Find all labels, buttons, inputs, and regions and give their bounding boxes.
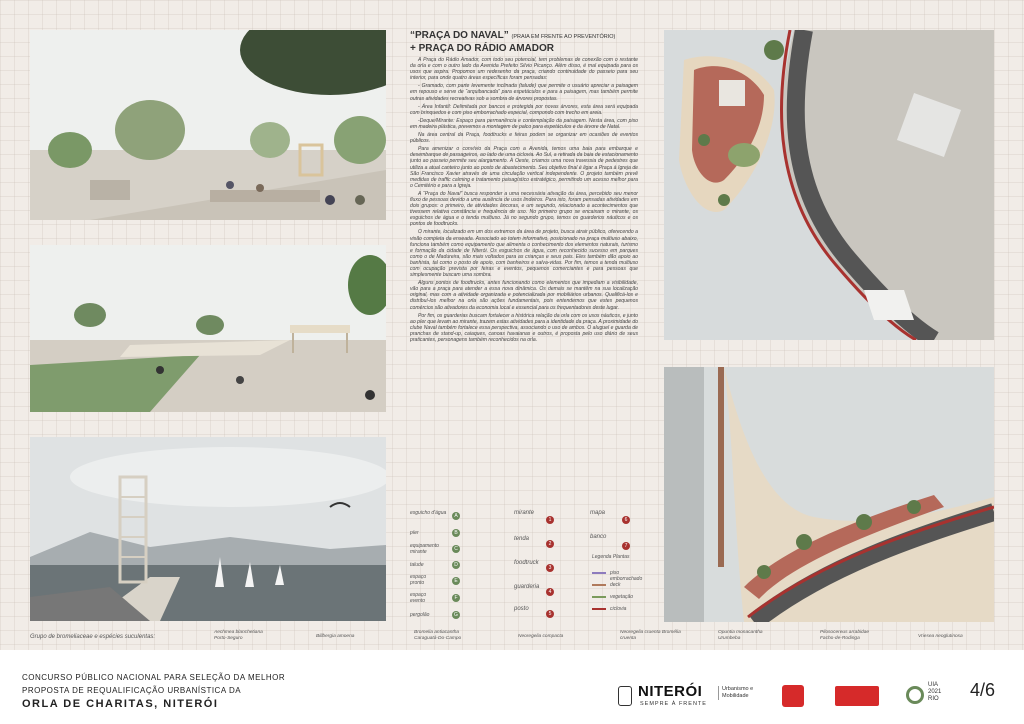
legend-item: mirante (514, 510, 535, 516)
iab-100-logo-icon (835, 686, 879, 706)
plant-item: Vriesea neoglutinosa (918, 634, 963, 639)
plant-item: Aechmea blanchetiana Porto-Seguro (214, 630, 263, 641)
legend (410, 508, 643, 626)
legend-marker: D (452, 561, 460, 569)
niteroi-brand: NITERÓI (638, 683, 703, 700)
niteroi-department: Urbanismo e Mobilidade (718, 686, 758, 700)
legend-item: equipamento mirante (410, 543, 439, 555)
title-line2: + PRAÇA DO RÁDIO AMADOR (410, 43, 554, 54)
legend-plantas-heading: Legenda Plantas (592, 554, 630, 560)
legend-item: deck (610, 582, 621, 588)
uia-text: UIA 2021 RIO (928, 682, 942, 702)
paragraph: Alguns pontos de foodtrucks, antes funcionando como elementos que impediam a visibilidade, vão para a praça para atender a essa nova dinâmica. Os demais se mantêm na sua localização original, mas com a atividade organizada e potencializada por mobiliários urbanos. Qualificá-los e distribuí-los melhor na orla são ações fundamentais, pois entendemos que estes pequenos comércios são ativadores da economia local e essencial para os frequentadores deste lugar. (410, 280, 638, 311)
legend-item: foodtruck (514, 560, 539, 566)
legend-marker: 2 (546, 540, 554, 548)
plant-item: Neoregelia cruenta Bromélia cruenta (620, 630, 681, 641)
uia-logo-icon (906, 686, 924, 704)
legend-marker: E (452, 577, 460, 585)
legend-item: guarderia (514, 584, 540, 590)
legend-item: talude (410, 562, 424, 568)
paragraph: Para amenizar o convívio da Praça com a Avenida, temos uma baia para embarque e desembarque de passageiros, ao lado de uma ciclovia. Ao Sul, a retirada da baia de estacionamento junto ao passeio permite seu alargamento. À Oeste, criamos uma nova travessia de pedestres que utiliza a atual canteiro junto ao posto de abastecimento. Seu objetivo final é ligar a Praça à Igreja de São Francisco Xavier através de uma circulação vertical independente. O projeto também prevê medidas de traffic calming e tratamento paisagístico estratégico, permitindo um acesso melhor para o Cemitério e para a Igreja. (410, 146, 638, 189)
paragraph: A “Praça do Naval” busca responder a uma necessária ativação da área, percebido seu menor fluxo de pessoas devido a uma ausência de usos lindeiros. Para isto, foram pensadas atividades em dois grupos: o primeiro, de atividades âncoras, e um segundo, relacionado a acontecimentos que tivessem relativa constância e frequência de uso. No primeiro grupo se encaixam o mirante, os esguichos de água e o tenda multiuso. Já no segundo grupo, temos os guarderios náuticos e os pontos de foodtrucks. (410, 190, 638, 228)
legend-item: ciclovia (610, 606, 627, 612)
site-plan-praca-radio-amador (664, 30, 994, 340)
legend-marker: 1 (546, 516, 554, 524)
plant-item: Bromelia antiacantha Caraguatá-Do-Campo (414, 630, 462, 641)
legend-item: tenda (514, 536, 530, 542)
swatch-ciclovia (592, 608, 606, 610)
paragraph: O mirante, localizado em um dos extremos da área de projeto, busca atrair público, oferecendo a visão completa da enseada. Associado ao totem informativo, posicionado na praça multiuso abaixo, funciona também como equipamento que alimenta o conhecimento dos elementos naturais, turismo e formação da cidade de Niterói. Os esguichos de água, com reconhecido sucesso em parques como o de Madureira, são mais voltados para as crianças e seus pais. Eles também dão apoio ao banhista, tal como o posto de apoio, com banheiros e salva-vidas. Por fim, temos a tenda multiuso com ocupação prevista por feiras e eventos, pequenos comerciantes e para pessoas que simplesmente buscam uma sombra. (410, 229, 638, 279)
legend-marker: 4 (546, 588, 554, 596)
title-sub: (PRAIA EM FRENTE AO PREVENTÓRIO) (511, 34, 616, 40)
swatch-deck (592, 584, 606, 586)
legend-item: vegetação (610, 594, 634, 600)
page-number: 4/6 (970, 680, 996, 700)
legend-item: banco (590, 534, 607, 540)
paragraph: - Gramado, com parte levemente inclinada (talude) que permite o usuário apreciar a paisagem em repouso e serve de “arquibancada” para espetáculos e para a paisagem, mas também permite outras atividades recreativas sob a sombra de árvores propostas. (410, 83, 638, 102)
paragraph: A Praça do Rádio Amador, com todo seu potencial, tem problemas de conexão com o restante da orla e com o outro lado da Avenida Prefeito Silvio Picanço. Além disso, é mal equipada para os usos que aspira. Propomos um redesenho da praça, criando continuidade do passeio para seu interior, para onde quatro áreas específicas foram pensadas: (410, 57, 638, 82)
render-lookout-tower-view (30, 437, 386, 621)
site-plan-praca-do-naval (664, 367, 994, 622)
legend-item: pergolão (410, 612, 430, 618)
legend-marker: 7 (622, 542, 630, 550)
paragraph: - Área Infantil: Delimitada por bancos e protegida por novas árvores, esta área será equipada com brinquedos e com piso emborrachado especial, compondo com trecho em areia. (410, 103, 638, 116)
render-plaza-view (30, 30, 386, 220)
swatch-piso (592, 572, 606, 574)
legend-marker: B (452, 529, 460, 537)
paragraph: Por fim, os guarderias buscam fortalecer a histórica relação da orla com os usos náuticos, e junto ao píer que levam ao mirante, trazem estas atividades para a identidade da praça. A proximidade do clube Naval também fortalece essa perspectiva, associando o uso de ambos. O aluguel e guarda de pranchas de stand-up, caiaques, canoas havaianas e outros, é proposta pelo uso diário de seus praticantes, personagens também reconhecidos na orla. (410, 312, 638, 344)
coat-of-arms-icon (618, 686, 632, 706)
plant-item: Billbergia amoena (316, 634, 355, 639)
legend-item: piso emborrachado (610, 570, 643, 582)
footer-title: ORLA DE CHARITAS, NITERÓI (22, 698, 219, 710)
footer (0, 650, 1024, 724)
legend-item: mapa (590, 510, 606, 516)
iab-logo-icon (782, 685, 804, 707)
plant-list (0, 628, 1024, 648)
legend-marker: 6 (622, 516, 630, 524)
plant-item: Opuntia monacantha Urumbeba (718, 630, 763, 641)
description-text (410, 30, 638, 508)
footer-line1: CONCURSO PÚBLICO NACIONAL PARA SELEÇÃO DA MELHOR (22, 673, 286, 682)
render-promenade-view (30, 245, 386, 412)
legend-marker: 3 (546, 564, 554, 572)
plant-item: Pilosocereus arrabidae Facho-de-Rodinga (820, 630, 870, 641)
legend-marker: A (452, 512, 460, 520)
legend-marker: G (452, 611, 460, 619)
legend-marker: C (452, 545, 460, 553)
niteroi-slogan: SEMPRE À FRENTE (640, 701, 707, 707)
plant-item: Neoregelia compacta (518, 634, 564, 639)
legend-item: píer (410, 530, 419, 536)
legend-item: posto (514, 606, 529, 612)
legend-marker: 5 (546, 610, 554, 618)
paragraph: Na área central da Praça, foodtrucks e feiras podem se organizar em ocasiões de eventos públicos. (410, 132, 638, 145)
paragraph: -Deque/Mirante: Espaço para permanência e contemplação da paisagem. Nesta área, com piso em madeira plástica, prevemos a montagem de palco para espetáculos e da árvore de Natal. (410, 117, 638, 130)
legend-item: esguicho d'água (410, 510, 447, 516)
swatch-vegetacao (592, 596, 606, 598)
project-title (410, 30, 638, 55)
title-main: “PRAÇA DO NAVAL” (410, 30, 509, 41)
legend-marker: F (452, 594, 460, 602)
footer-line2: PROPOSTA DE REQUALIFICAÇÃO URBANÍSTICA DA (22, 686, 242, 695)
legend-item: espaço pronto (410, 574, 427, 586)
plant-heading: Grupo de bromeliaceae e espécies suculentas: (30, 634, 156, 640)
legend-item: espaço evento (410, 592, 427, 604)
